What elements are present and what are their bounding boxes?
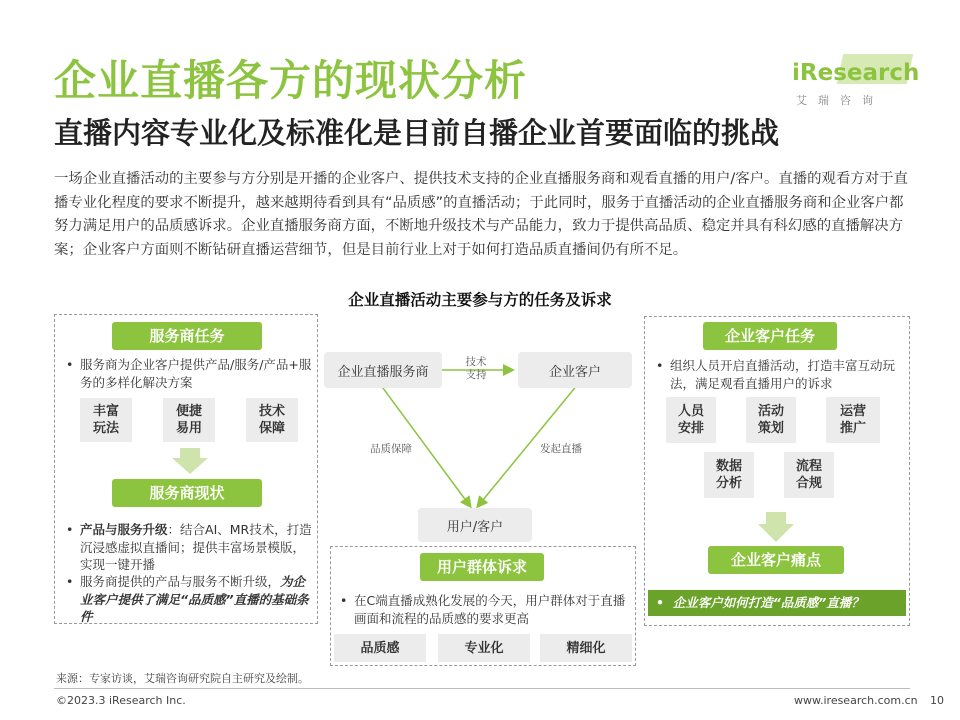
customer-tile-staffing: 人员 安排 xyxy=(666,397,716,443)
customer-tile-compliance: 流程 合规 xyxy=(784,452,834,498)
node-user: 用户/客户 xyxy=(418,508,532,542)
page-title: 企业直播各方的现状分析 xyxy=(54,56,528,105)
edge-label-launch: 发起直播 xyxy=(540,443,582,455)
user-tile-professional: 专业化 xyxy=(438,634,530,662)
diagram-title: 企业直播活动主要参与方的任务及诉求 xyxy=(348,291,612,309)
provider-task-label: 服务商任务 xyxy=(112,322,262,350)
edge-label-tech: 技术 支持 xyxy=(465,356,487,381)
node-provider: 企业直播服务商 xyxy=(324,352,442,388)
bullet-dot: • xyxy=(656,358,664,373)
customer-tile-promotion: 运营 推广 xyxy=(826,397,880,443)
user-demand-bullet: • 在C端直播成熟化发展的今天，用户群体对于直播画面和流程的品质感的要求更高 xyxy=(340,593,626,626)
bullet-dot: • xyxy=(66,357,74,372)
provider-tile-rich-play: 丰富 玩法 xyxy=(80,398,132,442)
intro-paragraph: 一场企业直播活动的主要参与方分别是开播的企业客户、提供技术支持的企业直播服务商和观看直播的用户/客户。直播的观看方对于直播专业化程度的要求不断提升，越来越期待看到具有“品质感”的直播活动；于此同时，服务于直播活动的企业直播服务商和企业客户都努力满足用户的品质感诉求。企业直播服务商方面，不断地升级技术与产品能力，致力于提供高品质、稳定并具有科幻感的直播解决方案；企业客户方面则不断钻研直播运营细节，但是目前行业上对于如何打造品质直播间仍有所不足。 xyxy=(54,171,908,258)
logo-text: iResearch xyxy=(792,60,920,86)
customer-tile-data-analysis: 数据 分析 xyxy=(704,452,754,498)
provider-task-bullet: • 服务商为企业客户提供产品/服务/产品+服务的多样化解决方案 xyxy=(66,357,312,390)
bullet-dot: • xyxy=(340,593,348,608)
source-note: 来源：专家访谈，艾瑞咨询研究院自主研究及绘制。 xyxy=(56,672,309,685)
footer-divider xyxy=(54,688,910,689)
provider-tile-easy-use: 便捷 易用 xyxy=(163,398,215,442)
website-url: www.iresearch.com.cn xyxy=(794,694,918,707)
down-arrow-icon xyxy=(170,448,210,474)
logo-subtext: 艾瑞咨询 xyxy=(796,94,884,107)
customer-pain-bullet: • 企业客户如何打造“品质感”直播？ xyxy=(648,590,906,616)
provider-status-bullet-2: • 服务商提供的产品与服务不断升级，为企业客户提供了满足“品质感”直播的基础条件 xyxy=(66,574,309,624)
user-tile-refined: 精细化 xyxy=(540,634,632,662)
bullet-dot: • xyxy=(66,574,74,589)
customer-task-bullet: • 组织人员开启直播活动，打造丰富互动玩法，满足观看直播用户的诉求 xyxy=(656,358,896,391)
bullet-dot: • xyxy=(656,595,673,610)
bullet-dot: • xyxy=(66,522,74,537)
edge-label-quality: 品质保障 xyxy=(370,443,412,455)
provider-tile-tech-support: 技术 保障 xyxy=(246,398,298,442)
down-arrow-icon xyxy=(756,512,796,542)
page-number: 10 xyxy=(930,694,944,707)
customer-task-label: 企业客户任务 xyxy=(703,322,837,350)
provider-status-label: 服务商现状 xyxy=(112,479,262,507)
user-tile-quality: 品质感 xyxy=(334,634,426,662)
copyright: ©2023.3 iResearch Inc. xyxy=(56,694,186,707)
page-subtitle: 直播内容专业化及标准化是目前自播企业首要面临的挑战 xyxy=(54,116,780,150)
provider-status-bullet-1: • 产品与服务升级：结合AI、MR技术，打造沉浸感虚拟直播间；提供丰富场景模版，实现一键开播 xyxy=(66,522,312,572)
customer-pain-label: 企业客户痛点 xyxy=(708,546,844,574)
customer-tile-planning: 活动 策划 xyxy=(746,397,796,443)
node-enterprise-customer: 企业客户 xyxy=(518,352,632,388)
user-demand-label: 用户群体诉求 xyxy=(420,553,544,581)
